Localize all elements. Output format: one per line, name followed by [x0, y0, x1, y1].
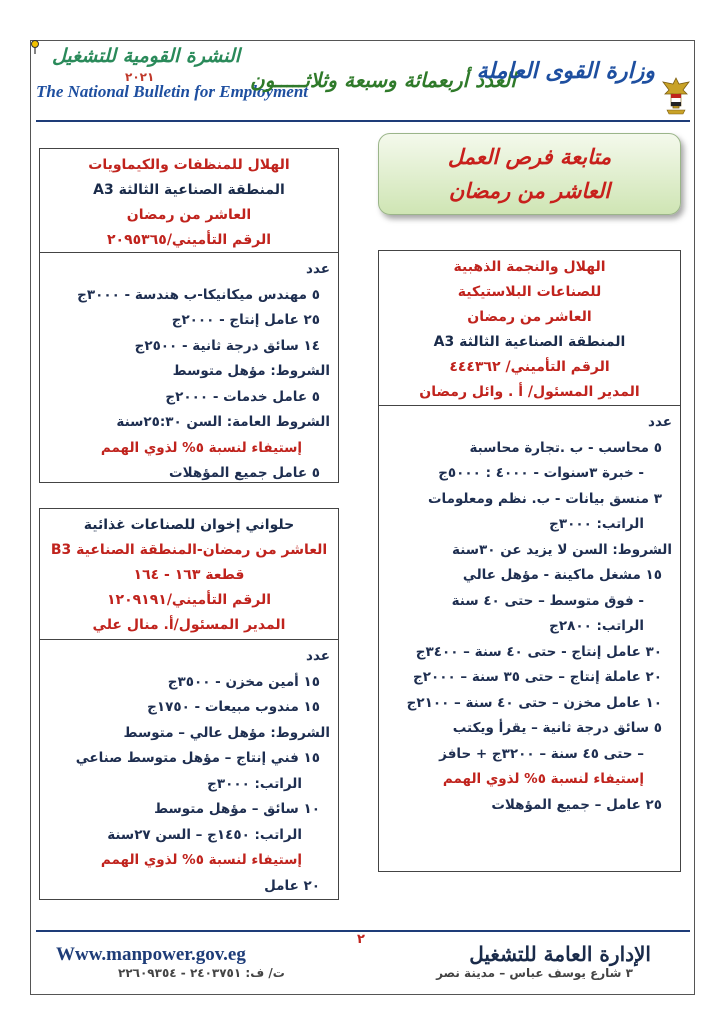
job-row: ١٠ عامل مخزن – حتى ٤٠ سنة – ٢١٠٠ج: [406, 694, 662, 711]
company-name: الهلال للمنظفات والكيماويات: [88, 157, 290, 173]
eagle-emblem-icon: [659, 74, 693, 118]
company-name: الهلال والنجمة الذهبية: [453, 259, 606, 275]
department-name: الإدارة العامة للتشغيل: [469, 942, 651, 966]
city-line: العاشر من رمضان: [467, 309, 592, 325]
job-row: ٥ مهندس ميكانيكا-ب هندسة - ٣٠٠٠ج: [77, 286, 320, 303]
count-label: عدد: [306, 648, 330, 664]
insurance-number: الرقم التأميني/٢٠٩٥٣٦٥: [106, 232, 271, 248]
job-row: ١٥ فني إنتاج – مؤهل متوسط صناعي: [75, 750, 320, 766]
card-header: [40, 509, 338, 640]
plot-line: قطعة ١٦٣ - ١٦٤: [133, 567, 245, 583]
card-body: [40, 640, 338, 899]
disability-quota-note: إستيفاء لنسبة ٥% لذوي الهمم: [100, 852, 302, 868]
conditions-row: الشروط: السن لا يزيد عن ٣٠سنة: [452, 541, 672, 558]
count-label: عدد: [648, 414, 672, 430]
header-divider: [36, 120, 690, 122]
count-label: عدد: [306, 261, 330, 277]
bulletin-year: ٢٠٢١: [125, 70, 155, 84]
insurance-number: الرقم التأميني/ ٤٤٤٣٦٢: [449, 359, 610, 375]
company-name: حلواني إخوان للصناعات غذائية: [83, 517, 295, 533]
conditions-row: الشروط: مؤهل عالي – متوسط: [123, 724, 330, 741]
disability-quota-note: إستيفاء لنسبة ٥% لذوي الهمم: [100, 439, 302, 456]
page-number: ٢: [357, 932, 365, 947]
job-row: ٢٠ عاملة إنتاج – حتى ٣٥ سنة – ٢٠٠٠ج: [412, 669, 662, 685]
manager-line: المدير المسئول/أ. منال علي: [92, 617, 286, 633]
card-header: [379, 251, 680, 406]
zone-code: A3: [93, 182, 114, 198]
ministry-title: وزارة القوى العاملة: [476, 58, 655, 84]
zone-code: A3: [433, 334, 455, 350]
address: ٣ شارع يوسف عباس – مدينة نصر: [436, 966, 633, 980]
city-line: العاشر من رمضان: [126, 207, 252, 223]
zone-line: المنطقة الصناعية الثالثة A3: [433, 334, 626, 350]
banner-line-2: العاشر من رمضان: [448, 178, 611, 203]
job-detail-row: – حتى ٤٥ سنة – ٣٢٠٠ج + حافز: [439, 745, 644, 762]
banner-line-1: متابعة فرص العمل: [447, 144, 612, 169]
industry-line: للصناعات البلاستيكية: [457, 284, 602, 300]
salary-row: الراتب: ٣٠٠٠ج: [207, 775, 302, 792]
job-row: ١٥ أمين مخزن - ٣٥٠٠ج: [167, 673, 320, 690]
salary-row: الراتب: ٢٨٠٠ج: [549, 618, 644, 634]
job-row: ١٥ مندوب مبيعات - ١٧٥٠ج: [147, 699, 320, 715]
pin-icon: [30, 40, 40, 54]
zone-line: العاشر من رمضان-المنطقة الصناعية B3: [50, 542, 328, 558]
phone-numbers: ت/ ف: ٢٤٠٣٧٥١ - ٢٢٦٠٩٣٥٤: [118, 966, 285, 980]
job-row: ٥ عامل جميع المؤهلات: [169, 465, 320, 481]
website-link[interactable]: Www.manpower.gov.eg: [56, 944, 246, 965]
company-card-golden-star: [378, 250, 681, 872]
company-card-hilal-detergents: [39, 148, 339, 483]
job-row: ٥ عامل خدمات - ٢٠٠٠ج: [165, 388, 320, 405]
issue-title: العدد أربعمائة وسبعة وثلاثـــــون: [250, 68, 516, 92]
header: [30, 40, 695, 120]
salary-row: الراتب: ١٤٥٠ج – السن ٢٧سنة: [107, 826, 302, 843]
company-card-halwani: [39, 508, 339, 900]
card-body: [40, 253, 338, 487]
job-row: ٢٥ عامل – جميع المؤهلات: [491, 796, 662, 813]
job-row: ٣ منسق بيانات - ب. نظم ومعلومات: [427, 490, 662, 507]
manager-line: المدير المسئول/ أ . وائل رمضان: [419, 384, 640, 400]
bulletin-title-ar: النشرة القومية للتشغيل: [52, 45, 241, 67]
insurance-number: الرقم التأميني/١٢٠٩١٩١: [106, 592, 271, 608]
job-row: ٣٠ عامل إنتاج - حتى ٤٠ سنة – ٣٤٠٠ج: [415, 643, 662, 660]
job-row: ١٥ مشغل ماكينة - مؤهل عالي: [462, 567, 662, 583]
job-detail-row: - خبرة ٣سنوات - ٤٠٠٠ : ٥٠٠٠ج: [438, 465, 644, 481]
bulletin-title-en: The National Bulletin for Employment: [36, 82, 309, 101]
job-row: ١٤ سائق درجة ثانية - ٢٥٠٠ج: [134, 337, 320, 354]
job-detail-row: - فوق متوسط – حتى ٤٠ سنة: [451, 592, 644, 609]
card-header: [40, 149, 338, 253]
job-row: ٥ سائق درجة ثانية – يقرأ ويكتب: [452, 720, 662, 736]
card-body: [379, 406, 680, 818]
conditions-row: الشروط: مؤهل متوسط: [172, 363, 330, 379]
zone-line: المنطقة الصناعية الثالثة A3: [93, 182, 285, 198]
job-row: ١٠ سائق – مؤهل متوسط: [154, 801, 320, 817]
general-conditions-row: الشروط العامة: السن ٢٥:٣٠سنة: [116, 414, 330, 430]
job-row: ٢٠ عامل: [264, 877, 320, 894]
job-row: ٥ محاسب - ب .تجارة محاسبة: [469, 439, 662, 456]
job-row: ٢٥ عامل إنتاج - ٢٠٠٠ج: [171, 312, 320, 328]
section-banner: [378, 133, 681, 215]
salary-row: الراتب: ٣٠٠٠ج: [549, 516, 644, 532]
zone-code: B3: [50, 542, 72, 558]
disability-quota-note: إستيفاء لنسبة ٥% لذوي الهمم: [442, 771, 644, 787]
